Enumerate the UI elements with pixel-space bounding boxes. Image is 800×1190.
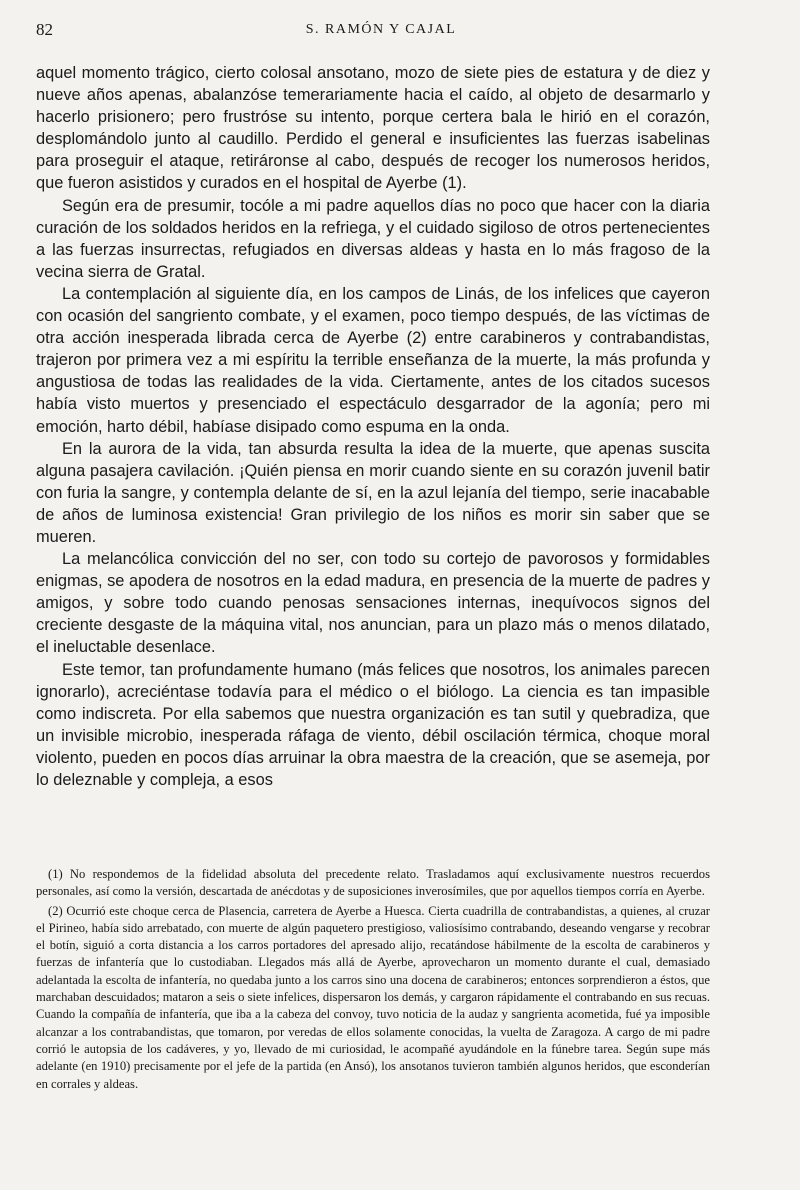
paragraph: La contemplación al siguiente día, en los campos de Linás, de los infelices que cayeron con ocasión del sangriento combate, y el examen, poco tiempo después, de las víctimas de otra acción inesperada librada cerca de Ayerbe (2) entre carabineros y contrabandistas, trajeron por primera vez a mi espíritu la terrible enseñanza de la muerte, la más profunda y angustiosa de todas las realidades de la vida. Ciertamente, antes de los citados sucesos había visto muertos y presenciado el espectáculo desgarrador de la agonía; pero mi emoción, harto débil, habíase disipado como espuma en la onda. [36, 284, 710, 436]
footnote: (1) No respondemos de la fidelidad absoluta del precedente relato. Trasladamos aquí exclusivamente nuestros recuerdos personales, así como la versión, descartada de anécdotas y de suposiciones inverosímiles, que por aquellos tiempos corría en Ayerbe. [36, 867, 710, 899]
footnote: (2) Ocurrió este choque cerca de Plasencia, carretera de Ayerbe a Huesca. Cierta cuadrilla de contrabandistas, a quienes, al cruzar el Pirineo, había sido arrebatado, con muerte de algún paquetero prestigioso, valiosísimo contrabando, deseando vengarse y recobrar el botín, siguió a corta distancia a los carros portadores del apresado alijo, recatándose hábilmente de la escolta de carabineros y fuerzas de infantería que lo custodiaban. Llegados más allá de Ayerbe, aprovecharon un momento durante el cual, demasiado adelantada la escolta de infantería, no quedaba junto a los carros sino una docena de carabineros; entonces sorprendieron a éstos, que marchaban descuidados; mataron a seis o siete infelices, dispersaron los demás, y cargaron rápidamente el contrabando en sus recuas. Cuando la compañía de infantería, que iba a la cabeza del convoy, tuvo noticia de la audaz y sangrienta acometida, fué ya imposible alcanzar a los contrabandistas, que tomaron, por veredas de ellos solamente conocidas, la vuelta de Zaragoza. A cargo de mi padre corrió le autopsia de los cadáveres, y yo, llevado de mi curiosidad, le acompañé ayudándole en la fúnebre tarea. Según supe más adelante (en 1910) precisamente por el jefe de la partida (en Ansó), los ansotanos tuvieron también algunos heridos, que esconderían en corrales y aldeas. [36, 903, 710, 1091]
running-head: S. RAMÓN Y CAJAL [305, 22, 457, 37]
footnotes [36, 866, 710, 1093]
page-number: 82 [36, 20, 53, 39]
main-text [36, 62, 710, 791]
paragraph: En la aurora de la vida, tan absurda resulta la idea de la muerte, que apenas suscita alguna pasajera cavilación. ¡Quién piensa en morir cuando siente en su corazón juvenil batir con furia la sangre, y contempla delante de sí, en la azul lejanía del tiempo, serie inacabable de años de luminosa existencia! Gran privilegio de los niños es morir sin saber que se mueren. [36, 439, 710, 546]
paragraph: Este temor, tan profundamente humano (más felices que nosotros, los animales parecen ignorarlo), acreciéntase todavía para el médico o el biólogo. La ciencia es tan impasible como indiscreta. Por ella sabemos que nuestra organización es tan sutil y quebradiza, que un invisible microbio, inesperada ráfaga de viento, débil oscilación térmica, choque moral violento, pueden en pocos días arruinar la obra maestra de la creación, que se asemeja, por lo deleznable y compleja, a esos [36, 660, 710, 789]
paragraph: Según era de presumir, tocóle a mi padre aquellos días no poco que hacer con la diaria curación de los soldados heridos en la refriega, y el cuidado sigiloso de otros pertenecientes a las fuerzas insurrectas, refugiados en diversas aldeas y hasta en lo más fragoso de la vecina sierra de Gratal. [36, 196, 710, 281]
page-header [36, 20, 726, 46]
paragraph: La melancólica convicción del no ser, con todo su cortejo de pavorosos y formidables enigmas, se apodera de nosotros en la edad madura, en presencia de la muerte de padres y amigos, y sobre todo cuando penosas sensaciones internas, inequívocos signos del creciente desgaste de la máquina vital, nos anuncian, para un plazo más o menos dilatado, el ineluctable desenlace. [36, 550, 710, 657]
paragraph: aquel momento trágico, cierto colosal ansotano, mozo de siete pies de estatura y de diez y nueve años apenas, abalanzóse temerariamente hacia el caído, al objeto de desarmarlo y hacerlo prisionero; pero frustróse su intento, porque certera bala le hirió en el corazón, desplomándolo junto al caudillo. Perdido el general e insuficientes las fuerzas isabelinas para proseguir el ataque, retiráronse al cabo, después de recoger los numerosos heridos, que fueron asistidos y curados en el hospital de Ayerbe (1). [36, 64, 710, 193]
